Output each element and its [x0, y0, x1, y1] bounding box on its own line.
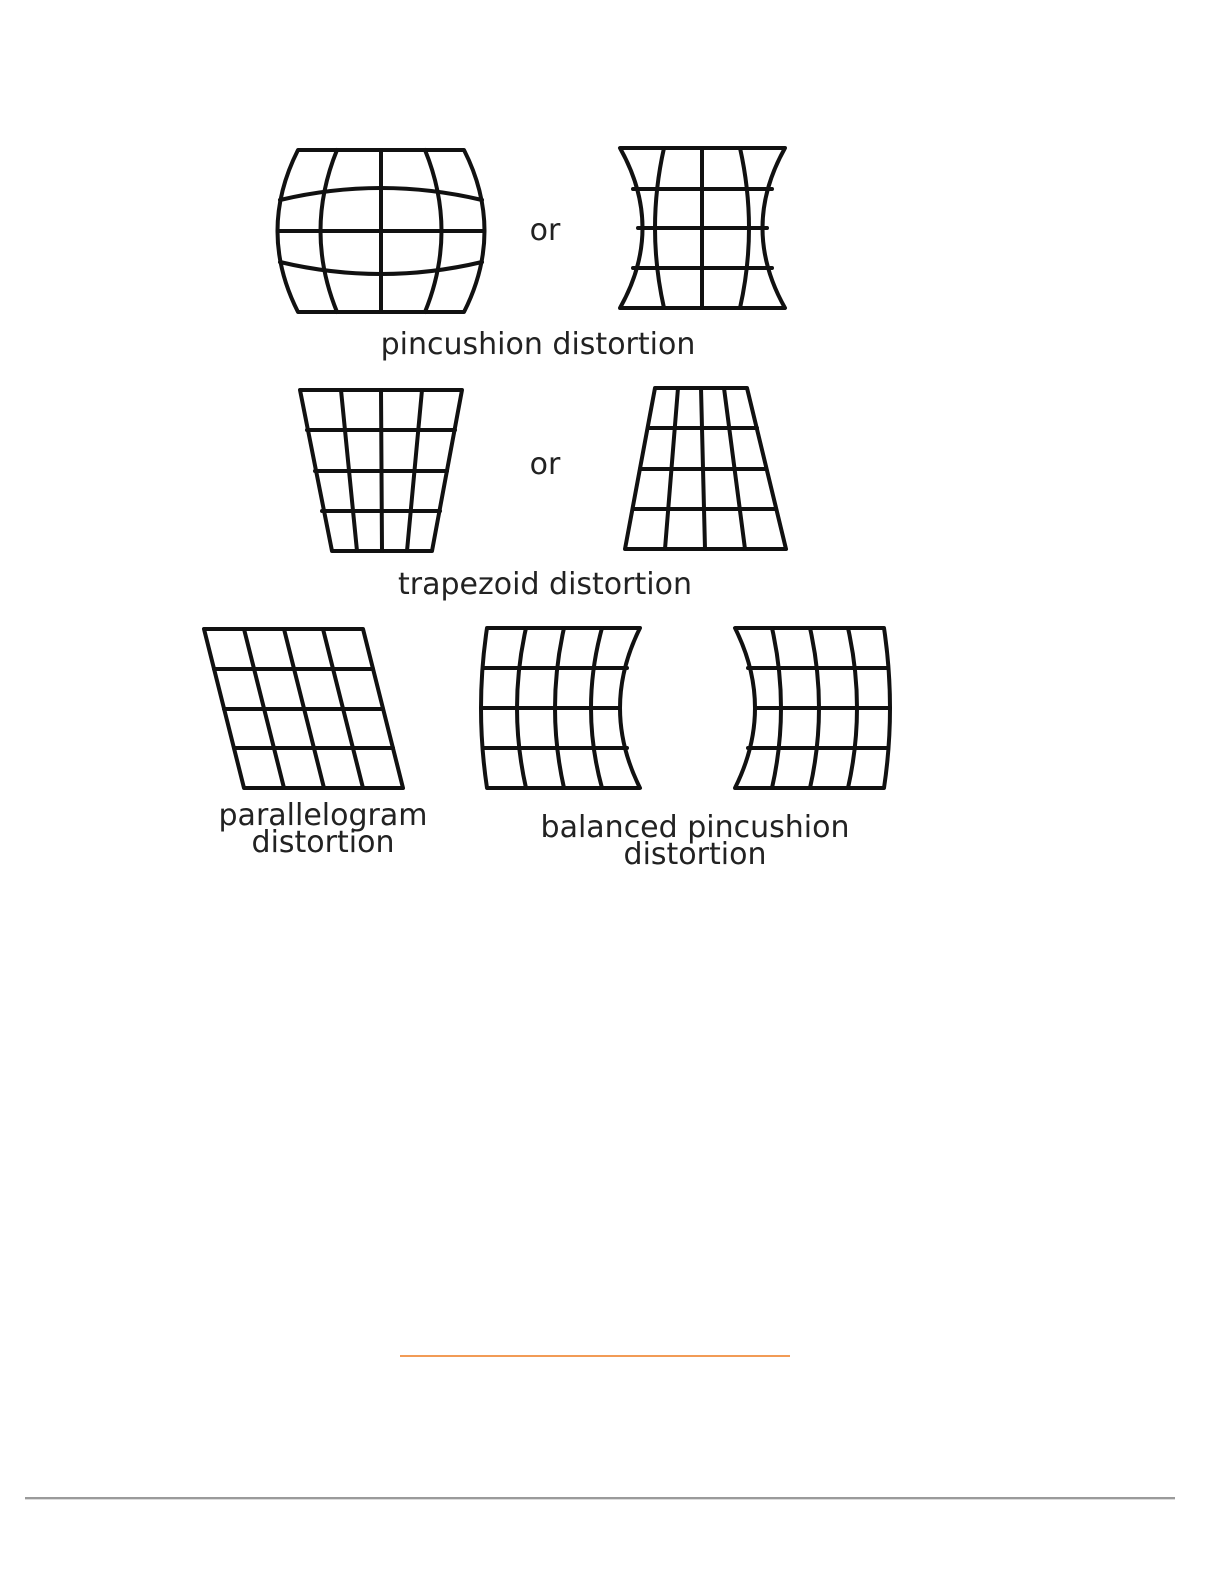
parallelogram-caption-line2: distortion [251, 825, 395, 860]
trapezoid-wide-top-grid [300, 390, 462, 551]
balanced-pincushion-caption-line1: balanced pincushion [540, 810, 850, 845]
trapezoid-caption: trapezoid distortion [398, 567, 692, 602]
orange-separator-line [400, 1355, 790, 1357]
pincushion-caption: pincushion distortion [380, 327, 696, 362]
balanced-pincushion-left-grid [481, 628, 640, 788]
pincushion-barrel-grid [278, 150, 485, 312]
parallelogram-grid [204, 629, 403, 788]
trapezoid-wide-bottom-grid [625, 388, 786, 549]
footer-divider [25, 1497, 1175, 1500]
or-label: or [529, 447, 561, 482]
or-label: or [529, 213, 561, 248]
balanced-pincushion-caption-line2: distortion [623, 837, 767, 872]
balanced-pincushion-right-grid [735, 628, 890, 788]
pincushion-concave-grid [620, 148, 785, 308]
parallelogram-caption-line1: parallelogram [218, 798, 428, 833]
